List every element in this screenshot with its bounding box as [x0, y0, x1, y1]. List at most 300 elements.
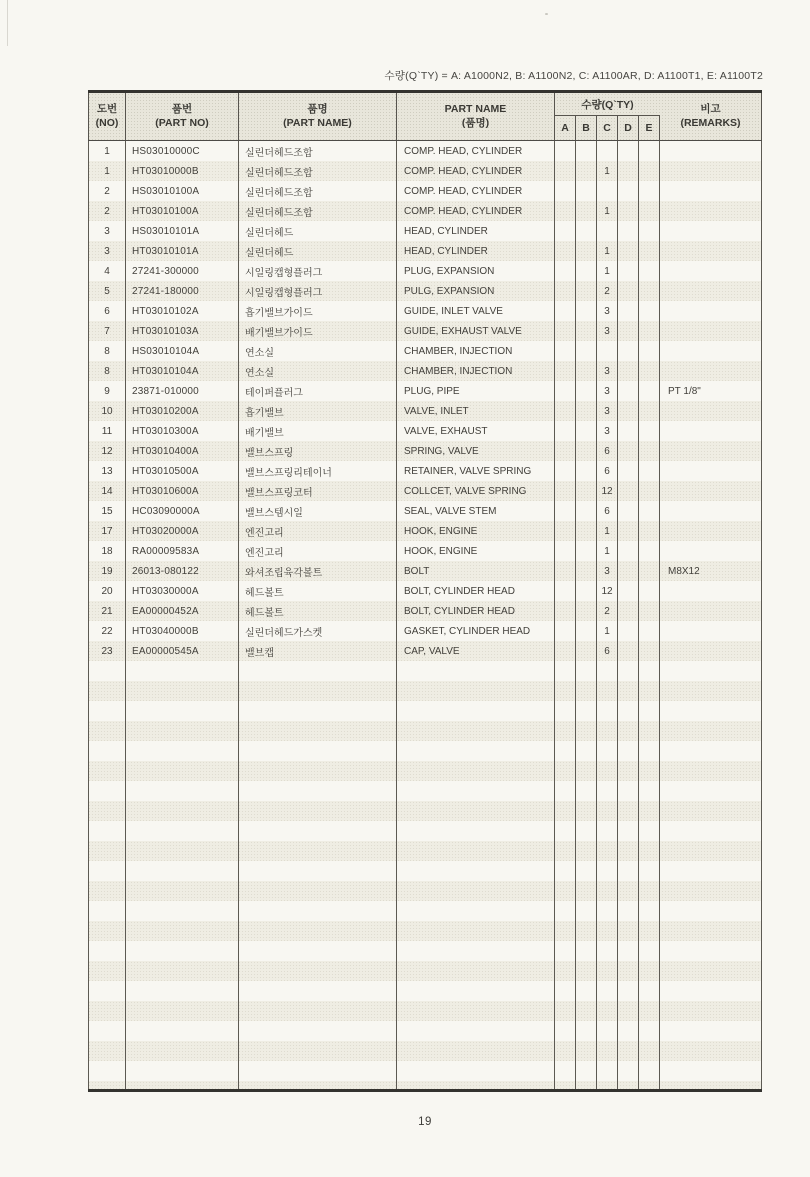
- cell-no: [88, 661, 126, 681]
- cell-part-no: [126, 1021, 239, 1041]
- cell-qty-e: [639, 821, 660, 841]
- cell-qty-b: [576, 1061, 597, 1081]
- cell-qty-b: [576, 321, 597, 341]
- header-qty-col-d: D: [618, 116, 639, 140]
- cell-no: 1: [88, 161, 126, 181]
- cell-name-kr: 실린더헤드가스켓: [239, 621, 397, 641]
- cell-part-no: [126, 761, 239, 781]
- cell-name-en: VALVE, INLET: [397, 401, 555, 421]
- cell-no: 19: [88, 561, 126, 581]
- cell-name-kr: 실린더헤드조합: [239, 181, 397, 201]
- cell-qty-d: [618, 1001, 639, 1021]
- cell-name-kr: [239, 661, 397, 681]
- cell-qty-a: [555, 441, 576, 461]
- cell-qty-a: [555, 401, 576, 421]
- cell-qty-d: [618, 941, 639, 961]
- table-row: [88, 961, 762, 981]
- cell-name-en: HEAD, CYLINDER: [397, 221, 555, 241]
- table-row: [88, 781, 762, 801]
- cell-qty-d: [618, 421, 639, 441]
- cell-no: [88, 1021, 126, 1041]
- cell-qty-e: [639, 841, 660, 861]
- cell-qty-a: [555, 1081, 576, 1092]
- cell-no: [88, 1061, 126, 1081]
- cell-part-no: HT03010102A: [126, 301, 239, 321]
- cell-name-en: GASKET, CYLINDER HEAD: [397, 621, 555, 641]
- cell-name-kr: 연소실: [239, 341, 397, 361]
- cell-name-en: [397, 801, 555, 821]
- cell-remarks: [660, 201, 762, 221]
- cell-no: 20: [88, 581, 126, 601]
- table-row: [88, 501, 762, 521]
- cell-remarks: [660, 881, 762, 901]
- cell-qty-c: [597, 881, 618, 901]
- cell-name-kr: [239, 721, 397, 741]
- cell-qty-a: [555, 501, 576, 521]
- cell-no: 2: [88, 201, 126, 221]
- table-row: [88, 181, 762, 201]
- header-qty-col-e: E: [639, 116, 660, 140]
- cell-qty-b: [576, 181, 597, 201]
- page-number: 19: [418, 1116, 432, 1128]
- cell-qty-d: [618, 381, 639, 401]
- cell-qty-b: [576, 961, 597, 981]
- cell-qty-d: [618, 141, 639, 161]
- cell-qty-c: 3: [597, 301, 618, 321]
- table-row: [88, 481, 762, 501]
- cell-qty-a: [555, 581, 576, 601]
- cell-qty-c: [597, 701, 618, 721]
- cell-qty-c: 12: [597, 581, 618, 601]
- cell-qty-b: [576, 901, 597, 921]
- cell-part-no: HS03010101A: [126, 221, 239, 241]
- cell-name-en: HEAD, CYLINDER: [397, 241, 555, 261]
- cell-name-en: [397, 701, 555, 721]
- cell-no: [88, 1041, 126, 1061]
- cell-name-kr: 밸브스프링리테이너: [239, 461, 397, 481]
- table-row: [88, 721, 762, 741]
- cell-qty-a: [555, 661, 576, 681]
- table-row: [88, 141, 762, 161]
- cell-part-no: [126, 821, 239, 841]
- cell-no: [88, 961, 126, 981]
- cell-qty-a: [555, 281, 576, 301]
- cell-remarks: [660, 361, 762, 381]
- cell-qty-b: [576, 301, 597, 321]
- cell-qty-c: [597, 821, 618, 841]
- cell-qty-e: [639, 661, 660, 681]
- table-row: [88, 261, 762, 281]
- cell-qty-e: [639, 301, 660, 321]
- cell-qty-a: [555, 601, 576, 621]
- cell-name-en: HOOK, ENGINE: [397, 521, 555, 541]
- cell-qty-d: [618, 541, 639, 561]
- cell-part-no: [126, 1061, 239, 1081]
- header-no: [88, 93, 126, 140]
- cell-remarks: [660, 861, 762, 881]
- cell-name-kr: [239, 781, 397, 801]
- table-row: [88, 401, 762, 421]
- cell-remarks: [660, 161, 762, 181]
- table-row: [88, 1081, 762, 1092]
- cell-remarks: [660, 721, 762, 741]
- cell-qty-d: [618, 301, 639, 321]
- cell-no: 3: [88, 221, 126, 241]
- cell-part-no: [126, 801, 239, 821]
- cell-no: [88, 801, 126, 821]
- cell-qty-a: [555, 781, 576, 801]
- cell-remarks: [660, 741, 762, 761]
- table-row: [88, 881, 762, 901]
- cell-part-no: 27241-180000: [126, 281, 239, 301]
- cell-name-en: [397, 981, 555, 1001]
- cell-name-kr: 밸브캡: [239, 641, 397, 661]
- cell-qty-c: [597, 221, 618, 241]
- cell-qty-b: [576, 241, 597, 261]
- table-row: [88, 281, 762, 301]
- cell-qty-c: [597, 661, 618, 681]
- cell-qty-c: [597, 1021, 618, 1041]
- cell-name-kr: [239, 901, 397, 921]
- cell-qty-b: [576, 381, 597, 401]
- cell-part-no: [126, 1001, 239, 1021]
- table-row: [88, 901, 762, 921]
- cell-name-kr: [239, 1081, 397, 1092]
- cell-name-kr: 밸브스템시일: [239, 501, 397, 521]
- table-row: [88, 921, 762, 941]
- cell-qty-e: [639, 941, 660, 961]
- cell-name-en: [397, 841, 555, 861]
- cell-name-kr: 밸브스프링: [239, 441, 397, 461]
- cell-qty-a: [555, 221, 576, 241]
- cell-qty-b: [576, 221, 597, 241]
- cell-qty-c: [597, 681, 618, 701]
- cell-qty-c: 3: [597, 381, 618, 401]
- cell-name-en: PLUG, EXPANSION: [397, 261, 555, 281]
- cell-qty-d: [618, 921, 639, 941]
- cell-no: [88, 941, 126, 961]
- cell-qty-b: [576, 141, 597, 161]
- cell-part-no: [126, 921, 239, 941]
- scan-speck-artifact: [545, 13, 548, 15]
- cell-name-en: SPRING, VALVE: [397, 441, 555, 461]
- cell-qty-d: [618, 501, 639, 521]
- cell-remarks: [660, 681, 762, 701]
- cell-name-en: [397, 1061, 555, 1081]
- cell-qty-a: [555, 701, 576, 721]
- cell-qty-e: [639, 961, 660, 981]
- cell-qty-b: [576, 741, 597, 761]
- table-row: [88, 941, 762, 961]
- cell-no: [88, 681, 126, 701]
- cell-no: 8: [88, 341, 126, 361]
- cell-part-no: 23871-010000: [126, 381, 239, 401]
- cell-qty-b: [576, 161, 597, 181]
- cell-no: 7: [88, 321, 126, 341]
- cell-part-no: HT03010200A: [126, 401, 239, 421]
- cell-part-no: [126, 941, 239, 961]
- cell-name-kr: 흡기밸브: [239, 401, 397, 421]
- cell-qty-c: 6: [597, 641, 618, 661]
- cell-qty-a: [555, 261, 576, 281]
- cell-no: 15: [88, 501, 126, 521]
- cell-qty-c: 6: [597, 501, 618, 521]
- cell-no: 22: [88, 621, 126, 641]
- cell-name-en: [397, 821, 555, 841]
- cell-qty-e: [639, 761, 660, 781]
- cell-name-en: COMP. HEAD, CYLINDER: [397, 201, 555, 221]
- cell-name-kr: 실린더헤드조합: [239, 141, 397, 161]
- cell-qty-d: [618, 681, 639, 701]
- cell-name-kr: 엔진고리: [239, 541, 397, 561]
- cell-part-no: [126, 1041, 239, 1061]
- cell-part-no: [126, 881, 239, 901]
- cell-qty-b: [576, 561, 597, 581]
- cell-name-en: CAP, VALVE: [397, 641, 555, 661]
- cell-qty-c: [597, 781, 618, 801]
- cell-qty-c: 1: [597, 161, 618, 181]
- cell-qty-d: [618, 961, 639, 981]
- cell-remarks: [660, 501, 762, 521]
- cell-no: [88, 721, 126, 741]
- cell-qty-d: [618, 861, 639, 881]
- cell-name-kr: 헤드볼트: [239, 581, 397, 601]
- table-row: [88, 841, 762, 861]
- cell-part-no: HT03010600A: [126, 481, 239, 501]
- cell-qty-e: [639, 381, 660, 401]
- cell-part-no: [126, 901, 239, 921]
- cell-remarks: [660, 341, 762, 361]
- cell-qty-d: [618, 641, 639, 661]
- table-row: [88, 761, 762, 781]
- cell-qty-a: [555, 621, 576, 641]
- cell-part-no: EA00000452A: [126, 601, 239, 621]
- cell-qty-e: [639, 981, 660, 1001]
- cell-qty-e: [639, 341, 660, 361]
- cell-name-kr: [239, 821, 397, 841]
- cell-part-no: HT03010300A: [126, 421, 239, 441]
- cell-qty-e: [639, 801, 660, 821]
- cell-qty-c: [597, 981, 618, 1001]
- header-part-no-en: (PART NO): [155, 117, 209, 129]
- cell-name-en: CHAMBER, INJECTION: [397, 341, 555, 361]
- cell-qty-e: [639, 881, 660, 901]
- table-row: [88, 1021, 762, 1041]
- cell-qty-a: [555, 481, 576, 501]
- cell-qty-b: [576, 401, 597, 421]
- table-body: [88, 141, 762, 1092]
- cell-no: 17: [88, 521, 126, 541]
- cell-no: 23: [88, 641, 126, 661]
- cell-qty-d: [618, 1061, 639, 1081]
- table-header: [88, 93, 762, 141]
- cell-part-no: [126, 701, 239, 721]
- cell-qty-d: [618, 801, 639, 821]
- header-name-en-title: PART NAME: [444, 102, 507, 115]
- cell-remarks: [660, 921, 762, 941]
- cell-remarks: PT 1/8": [660, 381, 762, 401]
- cell-qty-e: [639, 241, 660, 261]
- cell-remarks: [660, 541, 762, 561]
- header-qty-columns: [555, 116, 660, 140]
- cell-qty-b: [576, 721, 597, 741]
- cell-part-no: 26013-080122: [126, 561, 239, 581]
- table-row: [88, 241, 762, 261]
- cell-part-no: [126, 981, 239, 1001]
- cell-qty-c: [597, 181, 618, 201]
- cell-name-kr: [239, 801, 397, 821]
- parts-table: [88, 90, 762, 1092]
- cell-qty-c: [597, 741, 618, 761]
- cell-qty-e: [639, 461, 660, 481]
- header-qty-col-a: A: [555, 116, 576, 140]
- cell-qty-d: [618, 741, 639, 761]
- cell-qty-a: [555, 381, 576, 401]
- table-row: [88, 601, 762, 621]
- cell-name-kr: 와셔조립육각볼트: [239, 561, 397, 581]
- cell-qty-e: [639, 421, 660, 441]
- cell-qty-d: [618, 1041, 639, 1061]
- table-row: [88, 801, 762, 821]
- cell-name-kr: 시일링캡형플러그: [239, 281, 397, 301]
- cell-qty-e: [639, 401, 660, 421]
- cell-name-kr: 흡기밸브가이드: [239, 301, 397, 321]
- cell-qty-e: [639, 641, 660, 661]
- cell-qty-d: [618, 761, 639, 781]
- cell-remarks: [660, 761, 762, 781]
- cell-no: [88, 881, 126, 901]
- cell-name-en: BOLT, CYLINDER HEAD: [397, 581, 555, 601]
- cell-name-en: [397, 1001, 555, 1021]
- cell-remarks: [660, 1021, 762, 1041]
- cell-qty-e: [639, 181, 660, 201]
- cell-qty-b: [576, 861, 597, 881]
- cell-name-en: [397, 1021, 555, 1041]
- cell-name-en: [397, 941, 555, 961]
- cell-name-kr: [239, 701, 397, 721]
- cell-part-no: [126, 861, 239, 881]
- cell-qty-d: [618, 521, 639, 541]
- cell-qty-d: [618, 281, 639, 301]
- cell-qty-e: [639, 361, 660, 381]
- cell-part-no: 27241-300000: [126, 261, 239, 281]
- table-row: [88, 301, 762, 321]
- cell-no: 8: [88, 361, 126, 381]
- cell-part-no: HT03010400A: [126, 441, 239, 461]
- cell-qty-c: [597, 761, 618, 781]
- cell-remarks: [660, 1061, 762, 1081]
- cell-name-kr: 실린더헤드조합: [239, 161, 397, 181]
- cell-qty-a: [555, 721, 576, 741]
- cell-qty-e: [639, 201, 660, 221]
- cell-remarks: [660, 961, 762, 981]
- cell-no: 10: [88, 401, 126, 421]
- cell-no: [88, 981, 126, 1001]
- cell-qty-a: [555, 521, 576, 541]
- cell-qty-e: [639, 681, 660, 701]
- cell-qty-d: [618, 461, 639, 481]
- cell-qty-c: 2: [597, 601, 618, 621]
- cell-remarks: [660, 841, 762, 861]
- cell-no: 12: [88, 441, 126, 461]
- cell-qty-b: [576, 481, 597, 501]
- cell-remarks: [660, 1001, 762, 1021]
- cell-qty-d: [618, 601, 639, 621]
- cell-qty-d: [618, 981, 639, 1001]
- cell-qty-e: [639, 1001, 660, 1021]
- cell-qty-a: [555, 241, 576, 261]
- cell-qty-b: [576, 461, 597, 481]
- table-row: [88, 341, 762, 361]
- cell-qty-d: [618, 781, 639, 801]
- cell-name-kr: [239, 941, 397, 961]
- cell-qty-e: [639, 321, 660, 341]
- table-row: [88, 361, 762, 381]
- cell-part-no: RA00009583A: [126, 541, 239, 561]
- cell-qty-d: [618, 621, 639, 641]
- cell-part-no: [126, 961, 239, 981]
- cell-qty-d: [618, 661, 639, 681]
- cell-qty-d: [618, 701, 639, 721]
- cell-qty-b: [576, 1021, 597, 1041]
- cell-name-en: CHAMBER, INJECTION: [397, 361, 555, 381]
- cell-qty-a: [555, 1061, 576, 1081]
- cell-part-no: HS03010000C: [126, 141, 239, 161]
- cell-no: 18: [88, 541, 126, 561]
- cell-qty-e: [639, 861, 660, 881]
- table-row: [88, 681, 762, 701]
- cell-name-kr: [239, 1001, 397, 1021]
- cell-qty-d: [618, 161, 639, 181]
- cell-qty-b: [576, 441, 597, 461]
- cell-remarks: [660, 181, 762, 201]
- cell-qty-e: [639, 621, 660, 641]
- cell-qty-e: [639, 261, 660, 281]
- cell-qty-a: [555, 641, 576, 661]
- cell-qty-c: 3: [597, 321, 618, 341]
- cell-qty-c: 3: [597, 421, 618, 441]
- cell-remarks: [660, 581, 762, 601]
- cell-name-en: [397, 881, 555, 901]
- cell-qty-d: [618, 261, 639, 281]
- cell-remarks: [660, 461, 762, 481]
- cell-name-kr: [239, 921, 397, 941]
- header-name-kr-title: 품명: [307, 102, 328, 115]
- cell-qty-d: [618, 581, 639, 601]
- cell-qty-c: [597, 921, 618, 941]
- cell-qty-a: [555, 821, 576, 841]
- cell-remarks: [660, 821, 762, 841]
- cell-name-kr: [239, 861, 397, 881]
- cell-no: 3: [88, 241, 126, 261]
- cell-qty-a: [555, 421, 576, 441]
- cell-qty-e: [639, 481, 660, 501]
- cell-qty-c: 1: [597, 241, 618, 261]
- table-row: [88, 861, 762, 881]
- cell-qty-e: [639, 521, 660, 541]
- table-row: [88, 161, 762, 181]
- cell-qty-b: [576, 261, 597, 281]
- cell-qty-c: 3: [597, 361, 618, 381]
- cell-no: 6: [88, 301, 126, 321]
- cell-qty-a: [555, 901, 576, 921]
- cell-qty-d: [618, 1021, 639, 1041]
- cell-part-no: [126, 661, 239, 681]
- cell-qty-b: [576, 521, 597, 541]
- cell-remarks: [660, 321, 762, 341]
- cell-remarks: [660, 401, 762, 421]
- cell-no: 14: [88, 481, 126, 501]
